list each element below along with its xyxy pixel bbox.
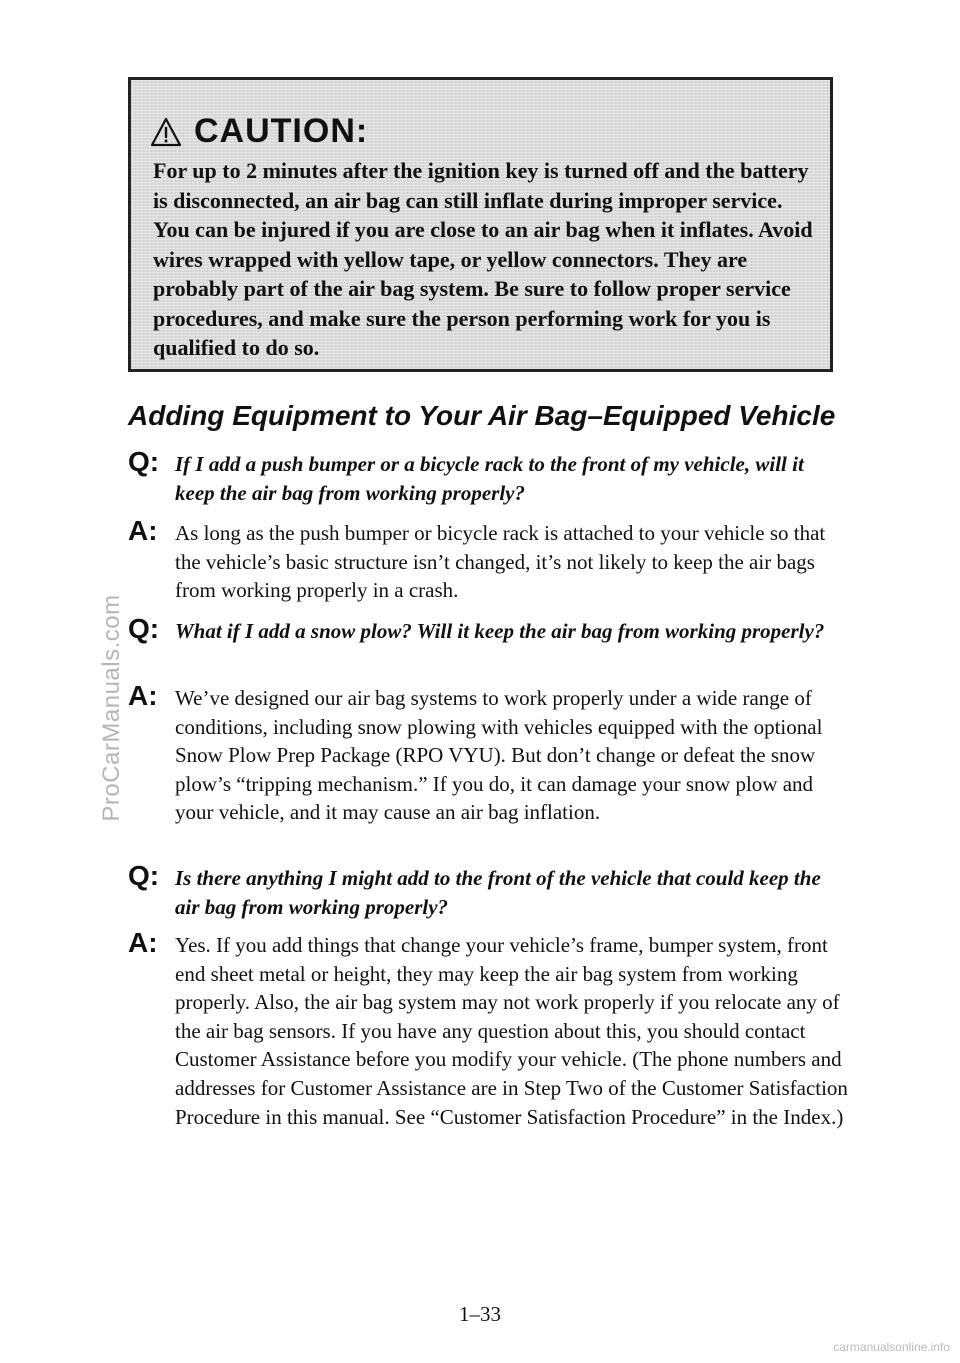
question-marker: Q: (128, 446, 160, 477)
section-title: Adding Equipment to Your Air Bag–Equipped Vehicle (128, 400, 836, 431)
question-marker: Q: (128, 860, 160, 891)
answer-1 (128, 515, 848, 605)
answer-text: As long as the push bumper or bicycle rack is attached to your vehicle so that the vehicle’s basic structure isn’t changed, it’s not likely to keep the air bags from working properly in a crash. (175, 521, 826, 603)
side-watermark: ProCarManuals.com (98, 594, 125, 822)
question-text: What if I add a snow plow? Will it keep the air bag from working properly? (175, 619, 825, 643)
caution-box (128, 77, 833, 372)
answer-3 (128, 927, 848, 1131)
answer-text: We’ve designed our air bag systems to work properly under a wide range of conditions, including snow plowing with vehicles equipped with the optional Snow Plow Prep Package (RPO VYU). But don’t change or defeat the snow plow’s “tripping mechanism.” If you do, it can damage your snow plow and your vehicle, and it may cause an air bag inflation. (175, 686, 823, 825)
page-number: 1–33 (459, 1302, 501, 1326)
question-marker: Q: (128, 613, 160, 644)
answer-text: Yes. If you add things that change your vehicle’s frame, bumper system, front end sheet metal or height, they may keep the air bag system from working properly. Also, the air bag system may not work properly if you relocate any of the air bag sensors. If you have any question about this, you should contact Customer Assistance before you modify your vehicle. (The phone numbers and addresses for Customer Assistance are in Step Two of the Customer Satisfaction Procedure in this manual. See “Customer Satisfaction Procedure” in the Index.) (175, 933, 848, 1129)
caution-header (150, 112, 368, 151)
caution-text: For up to 2 minutes after the ignition key is turned off and the battery is disconnected, an air bag can still inflate during improper service. You can be injured if you are close to an air bag when it inflates. Avoid wires wrapped with yellow tape, or yellow connectors. They are probably part of the air bag system. Be sure to follow proper service procedures, and make sure the person performing work for you is qualified to do so. (153, 158, 813, 360)
warning-triangle-icon (150, 117, 182, 147)
question-3 (128, 860, 848, 921)
question-1 (128, 446, 848, 507)
question-text: Is there anything I might add to the front of the vehicle that could keep the air bag from working properly? (175, 866, 821, 919)
answer-2 (128, 680, 848, 827)
question-text: If I add a push bumper or a bicycle rack to the front of my vehicle, will it keep the air bag from working properly? (175, 452, 804, 505)
answer-marker: A: (128, 680, 158, 711)
answer-marker: A: (128, 515, 158, 546)
question-2 (128, 613, 848, 646)
footer-watermark: carmanualsonline.info (833, 1340, 950, 1354)
answer-marker: A: (128, 927, 158, 958)
caution-title: CAUTION: (194, 112, 369, 150)
